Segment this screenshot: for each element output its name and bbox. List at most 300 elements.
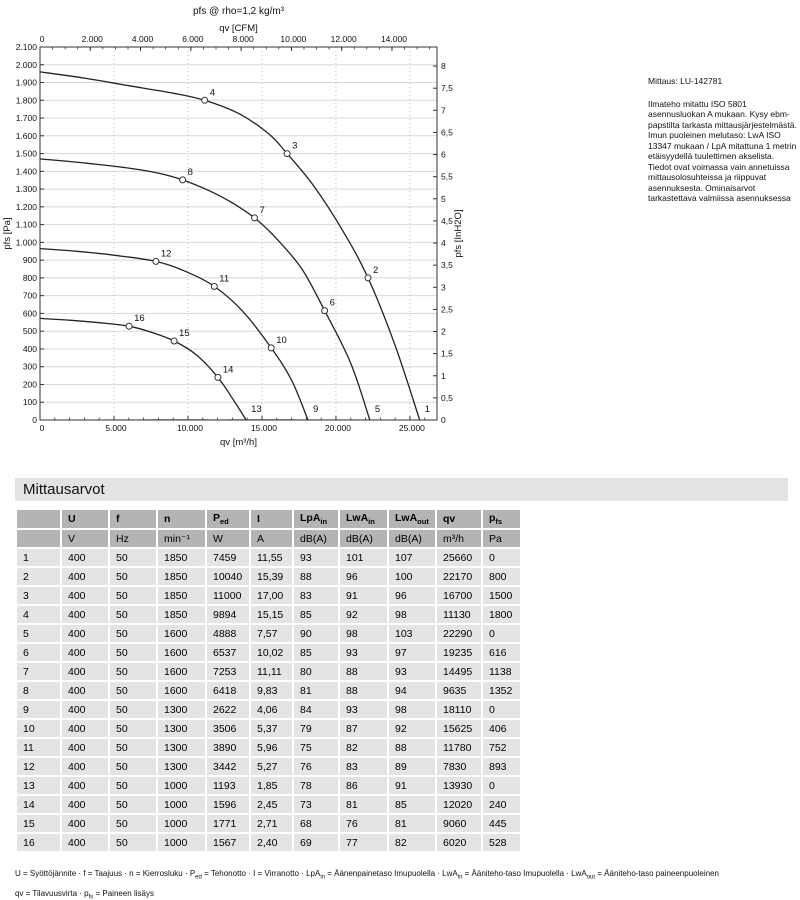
value-cell: 107 <box>389 549 435 566</box>
value-cell: 2,45 <box>251 796 292 813</box>
table-row <box>17 606 520 623</box>
value-cell: 1193 <box>207 777 249 794</box>
value-cell: 1600 <box>158 682 205 699</box>
operating-point-marker-10 <box>268 345 274 351</box>
axis-tick-label: 6 <box>441 149 446 160</box>
column-header: f <box>110 510 156 528</box>
operating-point-label-11: 11 <box>219 273 230 285</box>
column-header: U <box>62 510 108 528</box>
axis-tick-label: 4,5 <box>441 215 453 226</box>
gridlines <box>40 47 437 420</box>
column-header: qv <box>437 510 481 528</box>
axis-tick-label: 1.500 <box>15 148 37 159</box>
value-cell: 82 <box>389 834 435 851</box>
table-units-row <box>17 530 520 547</box>
table-row <box>17 587 520 604</box>
row-index-cell: 8 <box>17 682 60 699</box>
value-cell: 11780 <box>437 739 481 756</box>
value-cell: 1567 <box>207 834 249 851</box>
value-cell: 445 <box>483 815 520 832</box>
value-cell: 88 <box>340 663 387 680</box>
value-cell: 893 <box>483 758 520 775</box>
value-cell: 240 <box>483 796 520 813</box>
value-cell: 400 <box>62 701 108 718</box>
value-cell: 5,27 <box>251 758 292 775</box>
axis-tick-label: 200 <box>22 379 37 390</box>
axis-tick-label: 800 <box>22 272 37 283</box>
value-cell: 50 <box>110 606 156 623</box>
row-index-cell: 11 <box>17 739 60 756</box>
value-cell: 19235 <box>437 644 481 661</box>
column-unit: A <box>251 530 292 547</box>
value-cell: 100 <box>389 568 435 585</box>
value-cell: 50 <box>110 568 156 585</box>
operating-point-label-10: 10 <box>276 334 287 346</box>
value-cell: 85 <box>389 796 435 813</box>
value-cell: 3890 <box>207 739 249 756</box>
axis-tick-label: 0 <box>441 415 446 425</box>
axis-tick-label: 3 <box>441 282 446 293</box>
table-row <box>17 644 520 661</box>
value-cell: 1850 <box>158 568 205 585</box>
axis-tick-label: 900 <box>22 255 37 266</box>
axis-tick-label: 1.900 <box>15 77 37 88</box>
measurement-id: Mittaus: LU-142781 <box>648 76 723 86</box>
axis-tick-label: 1.600 <box>15 130 37 141</box>
value-cell: 6537 <box>207 644 249 661</box>
operating-point-label-15: 15 <box>179 327 190 339</box>
axis-tick-label: 15.000 <box>250 423 277 433</box>
axis-tick-label: 2.000 <box>15 59 37 70</box>
value-cell: 400 <box>62 758 108 775</box>
operating-point-label-9: 9 <box>312 404 319 415</box>
value-cell: 7253 <box>207 663 249 680</box>
axis-tick-label: 10.000 <box>176 423 203 433</box>
value-cell: 9,83 <box>251 682 292 699</box>
axis-tick-label: 14.000 <box>380 34 407 44</box>
value-cell: 7459 <box>207 549 249 566</box>
value-cell: 7,57 <box>251 625 292 642</box>
value-cell: 50 <box>110 720 156 737</box>
operating-point-marker-3 <box>284 151 290 157</box>
table-row <box>17 796 520 813</box>
operating-point-marker-7 <box>252 215 258 221</box>
value-cell: 101 <box>340 549 387 566</box>
value-cell: 50 <box>110 834 156 851</box>
section-header-bar <box>15 478 788 501</box>
value-cell: 7830 <box>437 758 481 775</box>
table-row <box>17 549 520 566</box>
row-index-cell: 14 <box>17 796 60 813</box>
operating-point-marker-16 <box>126 323 132 329</box>
operating-point-label-8: 8 <box>187 166 193 178</box>
value-cell: 93 <box>340 701 387 718</box>
column-unit: min⁻¹ <box>158 530 205 547</box>
table-row <box>17 777 520 794</box>
operating-point-marker-11 <box>211 283 217 289</box>
value-cell: 1500 <box>483 587 520 604</box>
axis-tick-label: 1.100 <box>15 219 37 230</box>
axis-tick-label: 5 <box>441 193 446 204</box>
value-cell: 9894 <box>207 606 249 623</box>
value-cell: 22290 <box>437 625 481 642</box>
row-index-cell: 3 <box>17 587 60 604</box>
value-cell: 528 <box>483 834 520 851</box>
value-cell: 1850 <box>158 606 205 623</box>
value-cell: 79 <box>294 720 338 737</box>
value-cell: 93 <box>389 663 435 680</box>
value-cell: 2622 <box>207 701 249 718</box>
value-cell: 85 <box>294 644 338 661</box>
row-index-cell: 12 <box>17 758 60 775</box>
axis-tick-label: 400 <box>22 343 37 354</box>
value-cell: 76 <box>340 815 387 832</box>
section-title: Mittausarvot <box>23 481 105 498</box>
row-index-cell: 10 <box>17 720 60 737</box>
footnotes <box>15 866 795 900</box>
axis-tick-label: 6.000 <box>182 34 204 44</box>
column-header: $P_{ed}$ <box>207 510 249 528</box>
footnote-line-2: qv = Tilavuusvirta · $p_{fs}$ = Paineen lisäys <box>15 888 154 900</box>
axis-tick-label: 4 <box>441 238 446 249</box>
operating-point-label-13: 13 <box>251 404 262 415</box>
value-cell: 83 <box>340 758 387 775</box>
performance-chart-area <box>0 0 470 462</box>
table-row <box>17 701 520 718</box>
value-cell: 87 <box>340 720 387 737</box>
axis-tick-label: 5,5 <box>441 171 453 182</box>
value-cell: 0 <box>483 549 520 566</box>
operating-point-label-14: 14 <box>222 364 234 376</box>
value-cell: 9635 <box>437 682 481 699</box>
axis-tick-label: 700 <box>22 290 37 301</box>
value-cell: 11,11 <box>251 663 292 680</box>
axis-tick-label: 12.000 <box>330 34 357 44</box>
value-cell: 50 <box>110 625 156 642</box>
axis-tick-label: 100 <box>22 397 37 408</box>
row-index-cell: 6 <box>17 644 60 661</box>
value-cell: 1352 <box>483 682 520 699</box>
axis-tick-label: 5.000 <box>105 423 127 433</box>
value-cell: 1800 <box>483 606 520 623</box>
value-cell: 1300 <box>158 701 205 718</box>
axis-tick-label: 1.300 <box>15 184 37 195</box>
value-cell: 6418 <box>207 682 249 699</box>
value-cell: 22170 <box>437 568 481 585</box>
value-cell: 400 <box>62 549 108 566</box>
value-cell: 16700 <box>437 587 481 604</box>
value-cell: 15,39 <box>251 568 292 585</box>
column-unit: dB(A) <box>389 530 435 547</box>
value-cell: 98 <box>389 701 435 718</box>
value-cell: 96 <box>340 568 387 585</box>
value-cell: 18110 <box>437 701 481 718</box>
row-index-cell: 16 <box>17 834 60 851</box>
bottom-axis-label: qv [m³/h] <box>220 437 257 448</box>
row-index-cell: 2 <box>17 568 60 585</box>
column-header: n <box>158 510 205 528</box>
operating-point-label-5: 5 <box>374 404 381 415</box>
fan-curve-1600 <box>40 159 370 420</box>
value-cell: 400 <box>62 815 108 832</box>
value-cell: 1300 <box>158 739 205 756</box>
column-header <box>17 510 60 528</box>
row-index-cell: 15 <box>17 815 60 832</box>
value-cell: 10040 <box>207 568 249 585</box>
measurement-note <box>648 76 798 204</box>
operating-point-marker-4 <box>202 97 208 103</box>
value-cell: 3442 <box>207 758 249 775</box>
value-cell: 800 <box>483 568 520 585</box>
value-cell: 91 <box>340 587 387 604</box>
value-cell: 50 <box>110 644 156 661</box>
table-row <box>17 720 520 737</box>
right-axis-label: pfs [InH2O] <box>453 209 464 258</box>
value-cell: 400 <box>62 625 108 642</box>
column-unit: Hz <box>110 530 156 547</box>
value-cell: 5,37 <box>251 720 292 737</box>
value-cell: 92 <box>389 720 435 737</box>
value-cell: 1000 <box>158 834 205 851</box>
value-cell: 50 <box>110 587 156 604</box>
row-index-cell: 4 <box>17 606 60 623</box>
value-cell: 25660 <box>437 549 481 566</box>
column-unit: m³/h <box>437 530 481 547</box>
axis-tick-label: 1.000 <box>15 237 37 248</box>
axis-tick-label: 1 <box>441 370 446 381</box>
column-unit: dB(A) <box>294 530 338 547</box>
value-cell: 1,85 <box>251 777 292 794</box>
axis-tick-label: 1.200 <box>15 201 37 212</box>
value-cell: 78 <box>294 777 338 794</box>
value-cell: 68 <box>294 815 338 832</box>
value-cell: 89 <box>389 758 435 775</box>
value-cell: 1000 <box>158 777 205 794</box>
table-row <box>17 739 520 756</box>
axis-tick-label: 2 <box>441 326 446 337</box>
value-cell: 82 <box>340 739 387 756</box>
value-cell: 2,40 <box>251 834 292 851</box>
value-cell: 1850 <box>158 549 205 566</box>
column-header: I <box>251 510 292 528</box>
value-cell: 85 <box>294 606 338 623</box>
fan-curve-1000 <box>40 318 246 420</box>
fan-curve-1300 <box>40 249 308 420</box>
value-cell: 50 <box>110 549 156 566</box>
value-cell: 14495 <box>437 663 481 680</box>
value-cell: 50 <box>110 739 156 756</box>
value-cell: 0 <box>483 777 520 794</box>
value-cell: 0 <box>483 625 520 642</box>
value-cell: 400 <box>62 663 108 680</box>
table-row <box>17 663 520 680</box>
value-cell: 15,15 <box>251 606 292 623</box>
value-cell: 50 <box>110 682 156 699</box>
row-index-cell: 9 <box>17 701 60 718</box>
value-cell: 0 <box>483 701 520 718</box>
value-cell: 97 <box>389 644 435 661</box>
axis-ticks <box>40 47 437 420</box>
operating-point-marker-2 <box>365 275 371 281</box>
axis-tick-label: 3,5 <box>441 260 453 271</box>
axis-tick-label: 1.700 <box>15 113 37 124</box>
value-cell: 616 <box>483 644 520 661</box>
value-cell: 76 <box>294 758 338 775</box>
column-unit: V <box>62 530 108 547</box>
axis-tick-label: 7 <box>441 105 446 116</box>
value-cell: 75 <box>294 739 338 756</box>
operating-point-label-2: 2 <box>373 264 379 276</box>
value-cell: 400 <box>62 644 108 661</box>
value-cell: 400 <box>62 720 108 737</box>
column-header: LwA$_{in}$ <box>340 510 387 528</box>
value-cell: 400 <box>62 682 108 699</box>
value-cell: 1850 <box>158 587 205 604</box>
value-cell: 400 <box>62 739 108 756</box>
axis-tick-label: 6,5 <box>441 127 453 138</box>
axis-tick-label: 0,5 <box>441 392 453 403</box>
operating-point-marker-15 <box>171 338 177 344</box>
row-index-cell: 13 <box>17 777 60 794</box>
value-cell: 400 <box>62 606 108 623</box>
note-body: Ilmateho mitattu ISO 5801 asennusluokan A mukaan. Kysy ebm-papstilta tarkasta mittausjärjestelmästä. Imun puoleinen melutaso: LwA ISO 13347 mukaan / LpA mitattuna 1 metrin etäisyydellä tuulettimen akselista. Tiedot ovat voimassa vain annetuissa mittausolosuhteissa ja riippuvat asennuksesta. Ominaisarvot tarkastettava valmiissa asennuksessa <box>648 98 797 203</box>
operating-point-label-3: 3 <box>292 140 298 152</box>
value-cell: 96 <box>389 587 435 604</box>
left-axis-label: pfs [Pa] <box>2 217 13 250</box>
value-cell: 88 <box>340 682 387 699</box>
value-cell: 90 <box>294 625 338 642</box>
value-cell: 50 <box>110 796 156 813</box>
value-cell: 92 <box>340 606 387 623</box>
value-cell: 4,06 <box>251 701 292 718</box>
axis-tick-label: 500 <box>22 326 37 337</box>
column-unit: dB(A) <box>340 530 387 547</box>
axis-tick-label: 4.000 <box>131 34 154 44</box>
value-cell: 98 <box>340 625 387 642</box>
value-cell: 11,55 <box>251 549 292 566</box>
value-cell: 73 <box>294 796 338 813</box>
operating-point-marker-6 <box>322 308 328 314</box>
value-cell: 1300 <box>158 758 205 775</box>
table-row <box>17 625 520 642</box>
axis-tick-label: 600 <box>22 308 37 319</box>
column-header: LwA$_{out}$ <box>389 510 435 528</box>
value-cell: 77 <box>340 834 387 851</box>
operating-point-label-6: 6 <box>329 297 335 309</box>
measurements-table <box>15 508 522 853</box>
value-cell: 80 <box>294 663 338 680</box>
operating-point-label-16: 16 <box>134 313 145 325</box>
axis-tick-label: 2.000 <box>81 34 103 44</box>
column-unit <box>17 530 60 547</box>
value-cell: 11130 <box>437 606 481 623</box>
value-cell: 10,02 <box>251 644 292 661</box>
table-row <box>17 682 520 699</box>
value-cell: 400 <box>62 777 108 794</box>
value-cell: 406 <box>483 720 520 737</box>
axis-tick-label: 0 <box>39 423 45 433</box>
value-cell: 1600 <box>158 644 205 661</box>
value-cell: 2,71 <box>251 815 292 832</box>
value-cell: 1000 <box>158 815 205 832</box>
value-cell: 3506 <box>207 720 249 737</box>
value-cell: 17,00 <box>251 587 292 604</box>
column-unit: Pa <box>483 530 520 547</box>
operating-point-label-4: 4 <box>209 87 215 99</box>
value-cell: 50 <box>110 663 156 680</box>
axis-tick-label: 8 <box>441 61 446 72</box>
value-cell: 84 <box>294 701 338 718</box>
value-cell: 93 <box>294 549 338 566</box>
operating-point-label-12: 12 <box>160 248 172 260</box>
operating-point-marker-8 <box>180 177 186 183</box>
value-cell: 69 <box>294 834 338 851</box>
value-cell: 4888 <box>207 625 249 642</box>
value-cell: 1596 <box>207 796 249 813</box>
value-cell: 1000 <box>158 796 205 813</box>
value-cell: 88 <box>389 739 435 756</box>
value-cell: 9060 <box>437 815 481 832</box>
value-cell: 81 <box>389 815 435 832</box>
operating-points <box>126 97 371 380</box>
value-cell: 83 <box>294 587 338 604</box>
value-cell: 13930 <box>437 777 481 794</box>
chart-title: pfs @ rho=1,2 kg/m³ <box>192 6 285 17</box>
table-row <box>17 834 520 851</box>
axis-tick-label: 0 <box>39 34 45 44</box>
axis-tick-label: 0 <box>32 415 37 425</box>
column-header: LpA$_{in}$ <box>294 510 338 528</box>
column-header: $p_{fs}$ <box>483 510 520 528</box>
table-row <box>17 758 520 775</box>
operating-point-marker-12 <box>153 258 159 264</box>
axis-tick-label: 1.800 <box>15 95 37 106</box>
axis-tick-label: 10.000 <box>280 34 307 44</box>
value-cell: 400 <box>62 587 108 604</box>
axis-tick-label: 20.000 <box>324 423 351 433</box>
value-cell: 93 <box>340 644 387 661</box>
row-index-cell: 7 <box>17 663 60 680</box>
axis-tick-label: 25.000 <box>398 423 425 433</box>
value-cell: 15625 <box>437 720 481 737</box>
value-cell: 400 <box>62 834 108 851</box>
fan-curve-chart <box>0 0 470 462</box>
table-header-row <box>17 510 520 528</box>
axis-tick-label: 2.100 <box>15 42 37 52</box>
column-unit: W <box>207 530 249 547</box>
value-cell: 1300 <box>158 720 205 737</box>
axis-tick-label: 1.400 <box>15 166 37 177</box>
value-cell: 400 <box>62 796 108 813</box>
value-cell: 1771 <box>207 815 249 832</box>
top-axis-label: qv [CFM] <box>219 23 258 34</box>
operating-point-label-7: 7 <box>259 204 265 216</box>
value-cell: 5,96 <box>251 739 292 756</box>
value-cell: 6020 <box>437 834 481 851</box>
value-cell: 12020 <box>437 796 481 813</box>
value-cell: 752 <box>483 739 520 756</box>
value-cell: 11000 <box>207 587 249 604</box>
value-cell: 1600 <box>158 625 205 642</box>
footnote-line-1: U = Syöttöjännite · f = Taajuus · n = Kierrosluku · $P_{ed}$ = Tehonotto · I = Virranotto · LpA$_{in}$ = Äänenpainetaso Imupuolella · LwA$_{in}$ = Ääniteho-taso Imupuolella · LwA$_{out}$ = Ääniteho-taso paineenpuoleinen <box>15 869 719 881</box>
table-row <box>17 815 520 832</box>
value-cell: 50 <box>110 701 156 718</box>
value-cell: 50 <box>110 758 156 775</box>
axis-tick-label: 8.000 <box>232 34 254 44</box>
value-cell: 91 <box>389 777 435 794</box>
axis-tick-label: 2,5 <box>441 304 453 315</box>
value-cell: 400 <box>62 568 108 585</box>
